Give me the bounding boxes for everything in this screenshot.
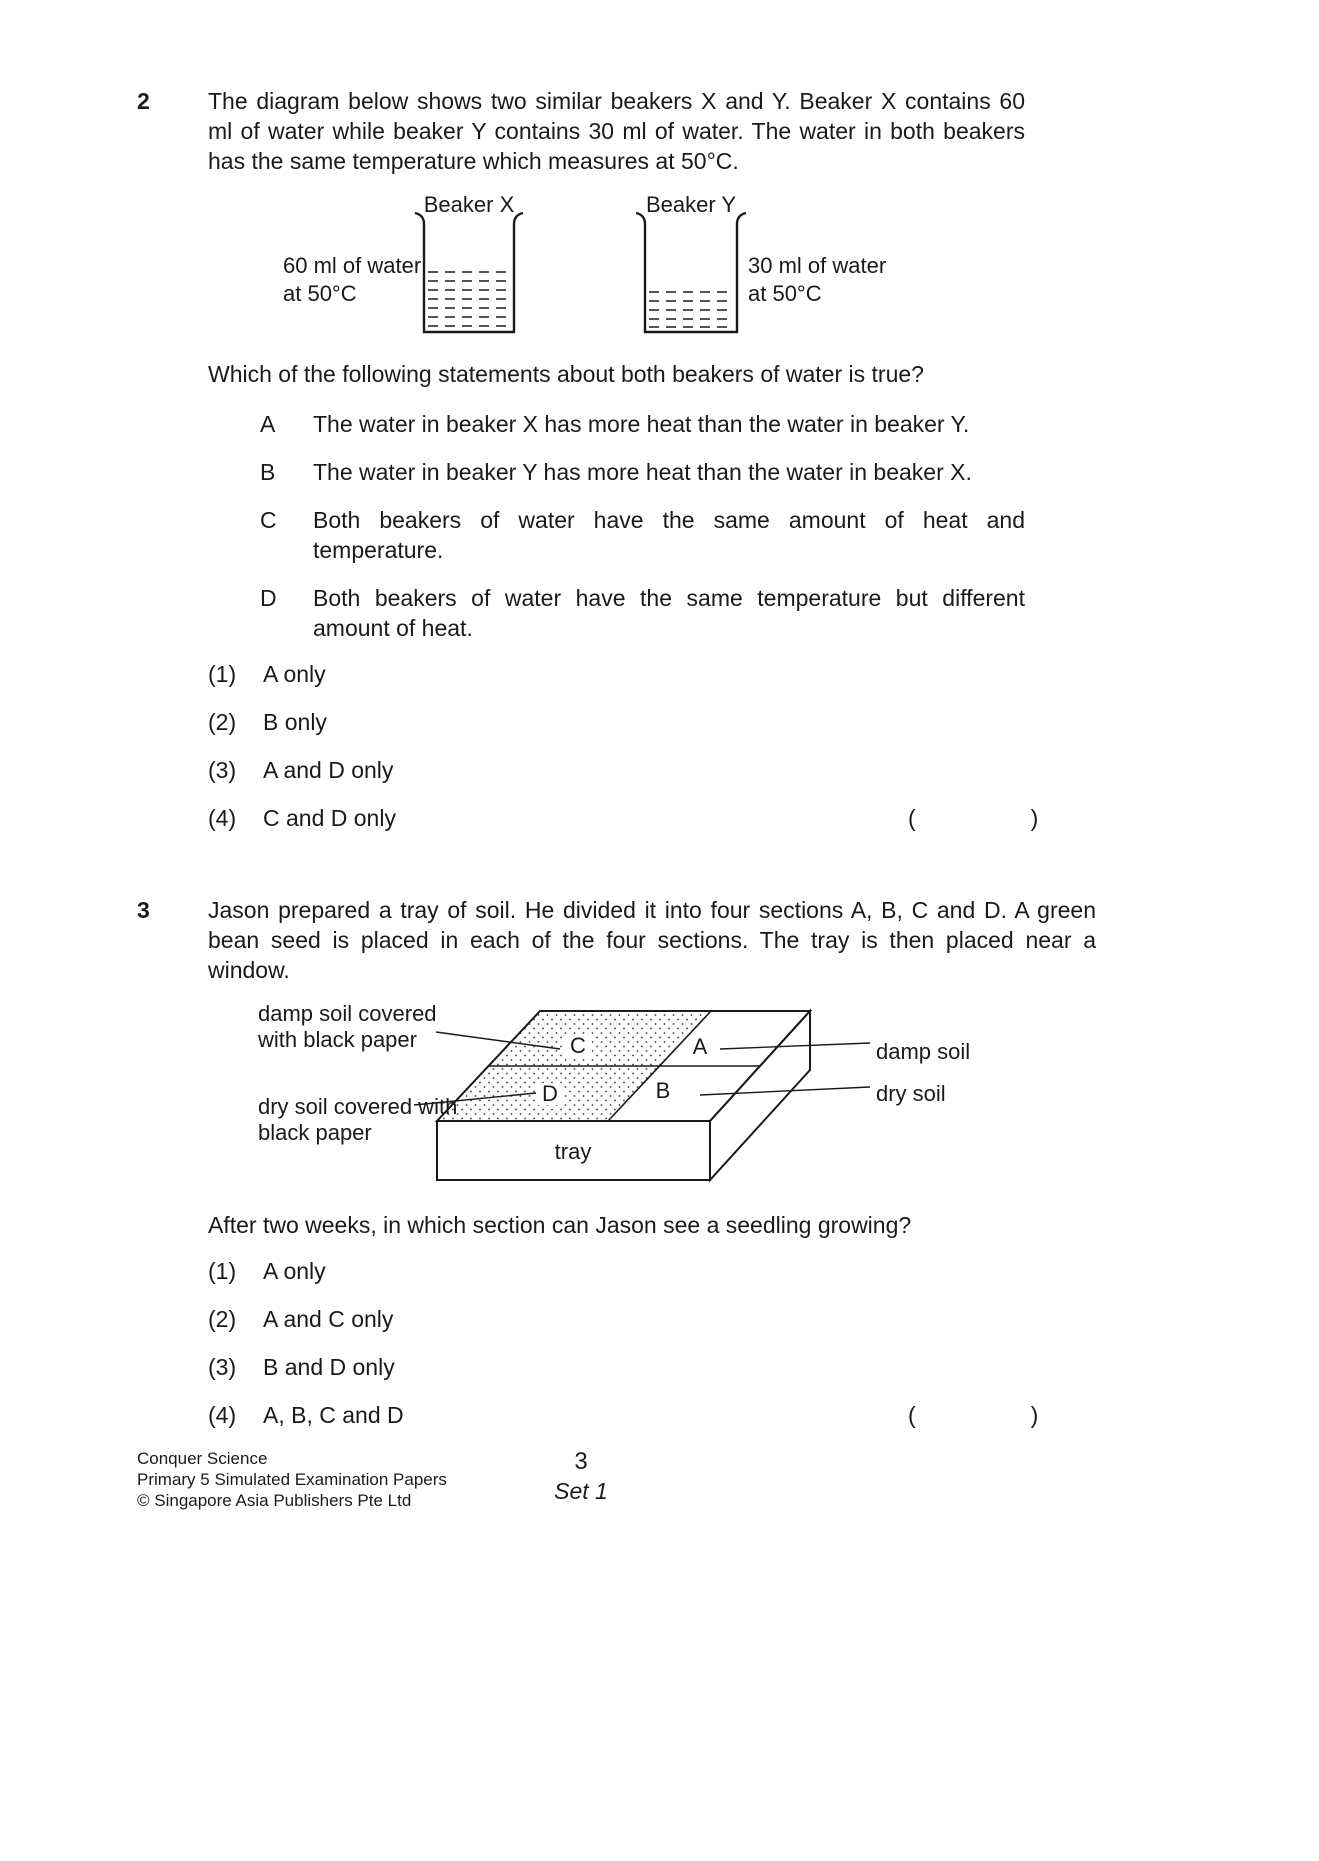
section-c-label: C — [570, 1033, 586, 1058]
set-label: Set 1 — [554, 1478, 608, 1504]
question-2-intro: The diagram below shows two similar beakers X and Y. Beaker X contains 60 ml of water while beaker Y contains 30 ml of water. The water in both beakers has the same temperature which measures at 50°C. — [208, 88, 1025, 174]
dry-covered-label: dry soil covered with black paper — [258, 1094, 458, 1145]
beaker-y-title: Beaker Y — [645, 192, 737, 217]
answer-brackets: ( ) — [908, 1402, 1039, 1428]
option-number: (3) — [208, 1354, 237, 1380]
option-text: A only — [263, 1258, 326, 1284]
option-number: (1) — [208, 1258, 237, 1284]
damp-soil-label: damp soil — [876, 1039, 971, 1064]
option-text: B only — [263, 709, 327, 735]
statement-text: The water in beaker Y has more heat than the water in beaker X. — [313, 459, 972, 485]
statement-a — [208, 409, 1025, 439]
statement-text: Both beakers of water have the same amount of heat and temperature. — [313, 507, 1025, 563]
beaker-x-title: Beaker X — [423, 192, 515, 217]
option-4 — [208, 1400, 1096, 1430]
section-d-label: D — [542, 1081, 558, 1106]
imprint-line-2: Primary 5 Simulated Examination Papers — [137, 1470, 447, 1489]
damp-covered-label: damp soil covered with black paper — [258, 1001, 437, 1052]
question-3-number: 3 — [137, 897, 150, 923]
imprint-line-3: © Singapore Asia Publishers Pte Ltd — [137, 1491, 412, 1510]
option-number: (4) — [208, 1402, 237, 1428]
option-3 — [208, 755, 1025, 785]
statement-b — [208, 457, 1025, 487]
option-number: (4) — [208, 805, 237, 831]
question-3-intro: Jason prepared a tray of soil. He divided it into four sections A, B, C and D. A green bean seed is placed in each of the four sections. The tray is then placed near a window. — [208, 897, 1096, 983]
beaker-y-temp-label: at 50°C — [748, 281, 822, 306]
option-text: A and C only — [263, 1306, 394, 1332]
option-2 — [208, 1304, 1096, 1334]
option-text: A and D only — [263, 757, 394, 783]
dry-soil-label: dry soil — [876, 1081, 946, 1106]
option-list — [208, 1256, 1096, 1430]
question-2-body — [208, 86, 1039, 833]
footer-imprint — [137, 1448, 1025, 1511]
section-b-label: B — [655, 1078, 671, 1103]
question-2-text: Which of the following statements about both beakers of water is true? — [208, 361, 924, 387]
option-number: (2) — [208, 709, 237, 735]
statement-letter: B — [260, 459, 276, 485]
option-1 — [208, 1256, 1096, 1286]
section-a-label: A — [692, 1034, 708, 1059]
question-3 — [137, 895, 1096, 1430]
beaker-y-water — [649, 292, 733, 327]
tray-diagram — [208, 999, 1096, 1195]
page-number: 3 — [574, 1448, 588, 1475]
option-list — [208, 659, 1039, 833]
question-3-body — [208, 895, 1096, 1430]
option-text: A, B, C and D — [263, 1402, 404, 1428]
statement-letter: A — [260, 411, 276, 437]
option-4 — [208, 803, 1039, 833]
beaker-diagram-svg — [283, 192, 893, 344]
statement-text: Both beakers of water have the same temperature but different amount of heat. — [313, 585, 1025, 641]
tray-word-label: tray — [554, 1139, 592, 1164]
statement-d — [208, 583, 1025, 643]
answer-brackets: ( ) — [908, 805, 1039, 831]
option-2 — [208, 707, 1025, 737]
statement-list — [208, 409, 1025, 643]
beaker-x-temp-label: at 50°C — [283, 281, 357, 306]
question-2 — [137, 86, 1039, 833]
page-footer — [137, 1448, 1025, 1511]
option-number: (2) — [208, 1306, 237, 1332]
option-3 — [208, 1352, 1096, 1382]
question-3-text: After two weeks, in which section can Jason see a seedling growing? — [208, 1212, 912, 1238]
statement-letter: C — [260, 507, 277, 533]
statement-text: The water in beaker X has more heat than the water in beaker Y. — [313, 411, 970, 437]
beaker-x-volume-label: 60 ml of water — [283, 253, 422, 278]
option-text: B and D only — [263, 1354, 395, 1380]
question-2-number: 2 — [137, 88, 150, 114]
imprint-line-1: Conquer Science — [137, 1449, 268, 1468]
option-number: (1) — [208, 661, 237, 687]
beaker-x-water — [428, 272, 510, 326]
beaker-y-glass — [636, 213, 746, 332]
statement-c — [208, 505, 1025, 565]
option-text: C and D only — [263, 805, 396, 831]
statement-letter: D — [260, 585, 277, 611]
option-1 — [208, 659, 1025, 689]
option-number: (3) — [208, 757, 237, 783]
option-text: A only — [263, 661, 326, 687]
beaker-y-volume-label: 30 ml of water — [748, 253, 887, 278]
beaker-diagram — [283, 192, 893, 344]
